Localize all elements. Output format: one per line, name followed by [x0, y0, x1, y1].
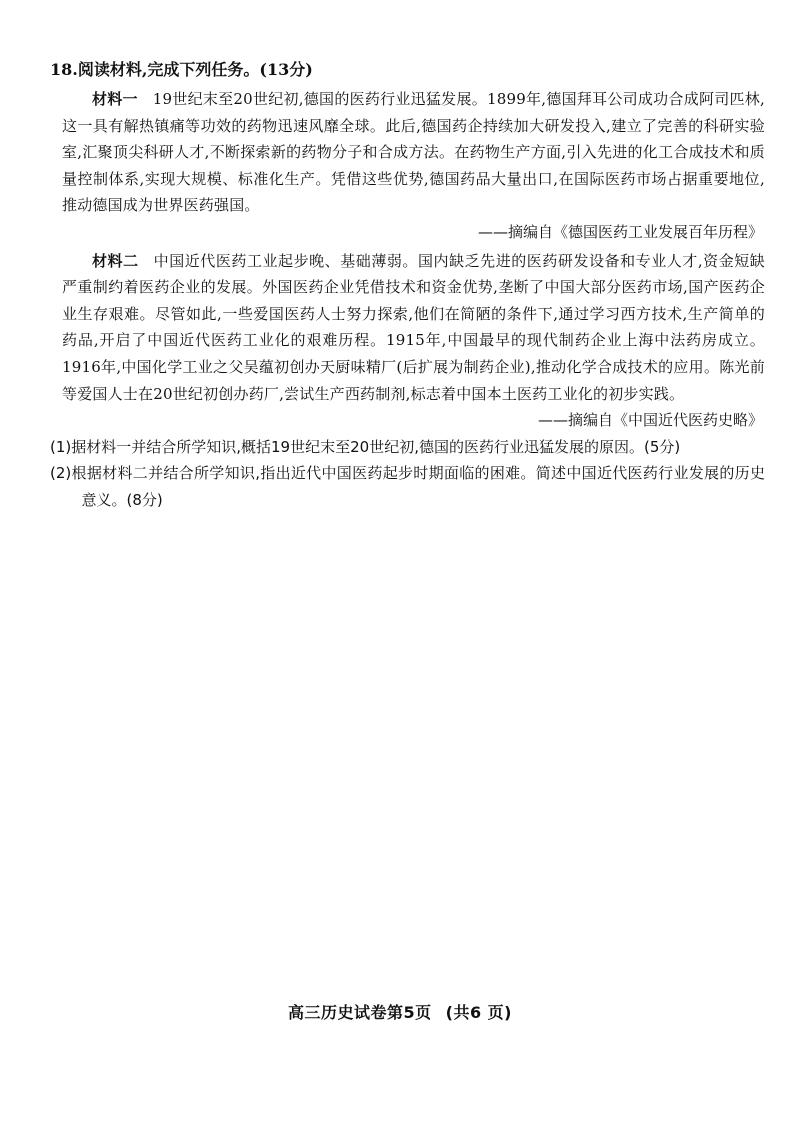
task-1: (1)据材料一并结合所学知识,概括19世纪末至20世纪初,德国的医药行业迅猛发展的原因。(5分) [50, 437, 681, 456]
question-18 [50, 56, 765, 514]
material-two-text: 中国近代医药工业起步晚、基础薄弱。国内缺乏先进的医药研发设备和专业人才,资金短缺严重制约着医药企业的发展。外国医药企业凭借技术和资金优势,垄断了中国大部分医药市场,国产医药企业生存艰难。尽管如此,一些爱国医药人士努力探索,他们在简陋的条件下,通过学习西方技术,生产简单的药品,开启了中国近代医药工业化的艰难历程。1915年,中国最早的现代制药企业上海中法药房成立。1916年,中国化学工业之父吴蕴初创办天厨味精厂(后扩展为制药企业),推动化学合成技术的应用。陈光前等爱国人士在20世纪初创办药厂,尝试生产西药制剂,标志着中国本土医药工业化的初步实践。 [62, 251, 765, 403]
task-2: (2)根据材料二并结合所学知识,指出近代中国医药起步时期面临的困难。简述中国近代医药行业发展的历史意义。(8分) [50, 464, 765, 509]
page-footer [0, 1000, 800, 1023]
page-number-label: 高三历史试卷第5页 [288, 1003, 432, 1022]
material-one-label: 材料一 [92, 90, 138, 108]
material-two-label: 材料二 [92, 251, 139, 270]
material-one-source: ——摘编自《德国医药工业发展百年历程》 [477, 222, 763, 241]
material-one [50, 86, 765, 219]
question-title: 18.阅读材料,完成下列任务。(13分) [50, 60, 313, 79]
material-two [50, 248, 765, 408]
page-total-label: (共6 页) [445, 1003, 512, 1022]
material-two-source: ——摘编自《中国近代医药史略》 [537, 411, 763, 430]
material-one-text: 19世纪末至20世纪初,德国的医药行业迅猛发展。1899年,德国拜耳公司成功合成阿司匹林,这一具有解热镇痛等功效的药物迅速风靡全球。此后,德国药企持续加大研发投入,建立了完善的科研实验室,汇聚顶尖科研人才,不断探索新的药物分子和合成方法。在药物生产方面,引入先进的化工合成技术和质量控制体系,实现大规模、标准化生产。凭借这些优势,德国药品大量出口,在国际医药市场占据重要地位,推动德国成为世界医药强国。 [62, 90, 765, 215]
